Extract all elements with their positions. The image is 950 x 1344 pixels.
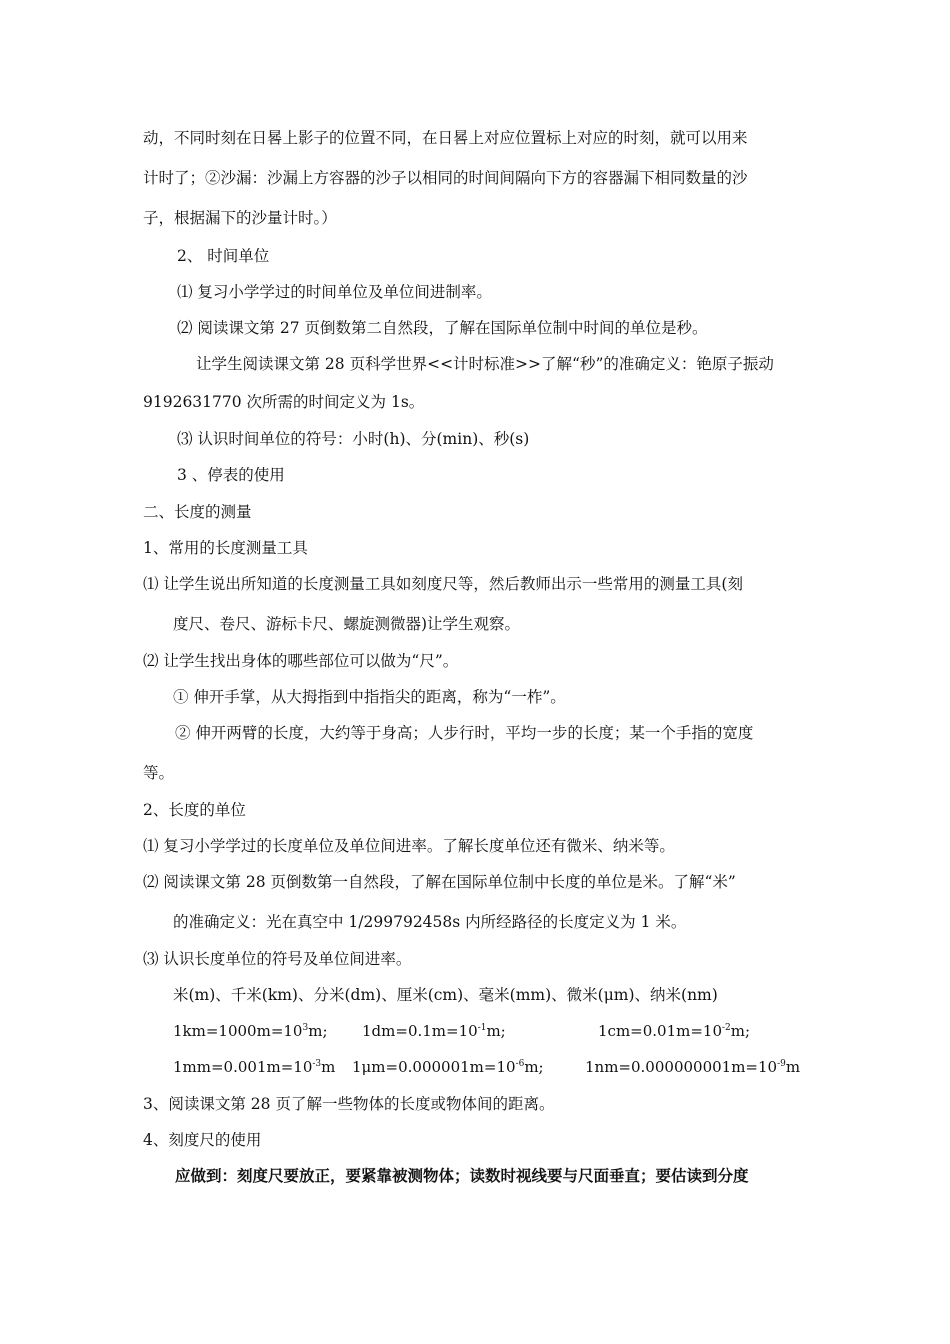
formula-km: $1km=1000m=10^3m$;	[173, 1022, 328, 1040]
list-item-continuation: 等。	[143, 764, 175, 782]
paragraph-line: 9192631770 次所需的时间定义为 1s。	[143, 393, 425, 411]
formula-nm: $1nm=0.000000001m=10^{-9}m$	[585, 1058, 801, 1076]
paragraph-line: 计时了；②沙漏：沙漏上方容器的沙子以相同的时间间隔向下方的容器漏下相同数量的沙	[143, 169, 748, 187]
list-item: ⑵ 阅读课文第 27 页倒数第二自然段，了解在国际单位制中时间的单位是秒。	[177, 319, 708, 337]
list-item: ⑶ 认识时间单位的符号：小时(h)、分(min)、秒(s)	[177, 430, 530, 448]
list-item-continuation: 的准确定义：光在真空中 1/299792458s 内所经路径的长度定义为 1 米。	[173, 913, 687, 931]
formula-dm: $1dm=0.1m=10^{-1}m$;	[362, 1022, 506, 1040]
unit-symbols-line: 米(m)、千米(km)、分米(dm)、厘米(cm)、毫米(mm)、微米(μm)、纳米(nm)	[173, 986, 718, 1004]
list-item: ② 伸开两臂的长度，大约等于身高；人步行时，平均一步的长度；某一个手指的宽度	[175, 724, 754, 742]
list-item: ⑵ 让学生找出身体的哪些部位可以做为“尺”。	[143, 652, 459, 670]
paragraph-line: 让学生阅读课文第 28 页科学世界<<计时标准>>了解“秒”的准确定义：铯原子振动	[196, 355, 774, 373]
bold-paragraph-line: 应做到：刻度尺要放正，要紧靠被测物体；读数时视线要与尺面垂直；要估读到分度	[175, 1166, 749, 1185]
list-item: ⑵ 阅读课文第 28 页倒数第一自然段，了解在国际单位制中长度的单位是米。了解“米”	[143, 873, 736, 891]
section-heading: 4、刻度尺的使用	[143, 1131, 262, 1149]
list-item: ① 伸开手掌，从大拇指到中指指尖的距离，称为“一柞”。	[173, 688, 566, 706]
formula-um: $1\mu m=0.000001m=10^{-6}m$;	[352, 1058, 544, 1076]
formula-mm: $1mm=0.001m=10^{-3}m$	[173, 1058, 336, 1076]
section-heading: 3、阅读课文第 28 页了解一些物体的长度或物体间的距离。	[143, 1095, 555, 1113]
list-item: ⑶ 认识长度单位的符号及单位间进率。	[143, 950, 412, 968]
section-heading: 2、 时间单位	[177, 247, 270, 265]
paragraph-line: 动，不同时刻在日晷上影子的位置不同，在日晷上对应位置标上对应的时刻，就可以用来	[143, 129, 748, 147]
list-item: ⑴ 让学生说出所知道的长度测量工具如刻度尺等，然后教师出示一些常用的测量工具(刻	[143, 575, 743, 593]
list-item: ⑴ 复习小学学过的时间单位及单位间进制率。	[177, 283, 492, 301]
paragraph-line: 子，根据漏下的沙量计时。）	[143, 209, 337, 227]
list-item-continuation: 度尺、卷尺、游标卡尺、螺旋测微器)让学生观察。	[173, 615, 521, 633]
chapter-heading: 二、长度的测量	[143, 503, 252, 521]
section-heading: 2、长度的单位	[143, 801, 246, 819]
section-heading: 3 、停表的使用	[177, 466, 285, 484]
list-item: ⑴ 复习小学学过的长度单位及单位间进率。了解长度单位还有微米、纳米等。	[143, 837, 675, 855]
formula-cm: $1cm=0.01m=10^{-2}m$;	[598, 1022, 751, 1040]
section-heading: 1、常用的长度测量工具	[143, 539, 308, 557]
